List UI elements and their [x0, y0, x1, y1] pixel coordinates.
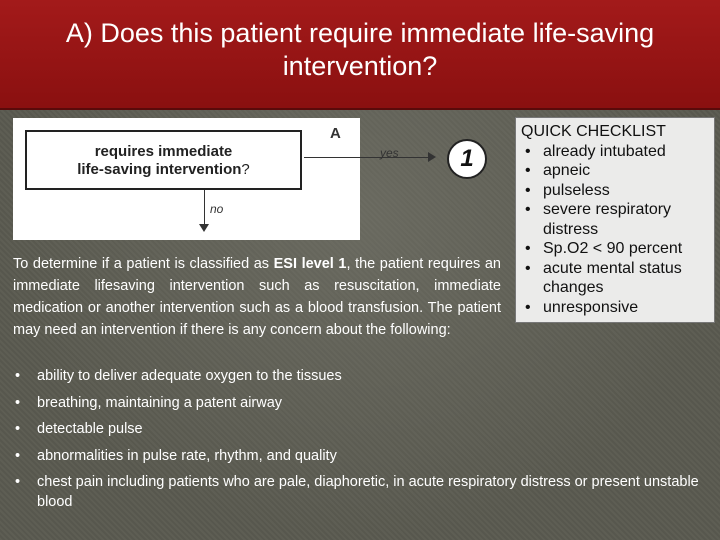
concern-item: • abnormalities in pulse rate, rhythm, and quality — [13, 446, 710, 466]
checklist-item: • already intubated — [521, 142, 714, 162]
checklist-item: • unresponsive — [521, 298, 714, 318]
slide-title: A) Does this patient require immediate life-saving intervention? — [65, 18, 655, 81]
title-bar — [0, 0, 720, 110]
body-paragraph — [13, 253, 501, 341]
concern-item: • chest pain including patients who are pale, diaphoretic, in acute respiratory distress or present unstable blood — [13, 472, 710, 512]
checklist-heading: QUICK CHECKLIST — [521, 123, 666, 140]
figure-label: A — [330, 125, 341, 142]
concern-item: • detectable pulse — [13, 419, 710, 439]
checklist-item: • acute mental status changes — [521, 259, 714, 298]
checklist-item: • pulseless — [521, 181, 714, 201]
yes-label: yes — [380, 146, 399, 160]
concern-item: • breathing, maintaining a patent airway — [13, 393, 710, 413]
decision-question-line1: requires immediate — [94, 143, 233, 160]
esi-level-emphasis: ESI level 1 — [273, 256, 347, 272]
yes-arrow — [304, 157, 430, 158]
checklist-item: • severe respiratory distress — [521, 200, 714, 239]
yes-arrowhead-icon — [428, 152, 436, 162]
checklist-item: • apneic — [521, 161, 714, 181]
no-arrowhead-icon — [199, 224, 209, 232]
no-label: no — [210, 202, 224, 216]
no-arrow — [204, 190, 205, 226]
checklist-items — [521, 142, 714, 318]
decision-box — [25, 130, 302, 190]
checklist-item: • Sp.O2 < 90 percent — [521, 239, 714, 259]
concern-item: • ability to deliver adequate oxygen to the tissues — [13, 366, 710, 386]
body-text-start: To determine if a patient is classified as — [13, 256, 274, 272]
body-text-end: , the patient requires an immediate lifesaving intervention such as resuscitation, immediate medication or another intervention such as a blood transfusion. The patient may need an intervention if there is any concern about the following: — [13, 256, 501, 338]
decision-question-mark: ? — [241, 161, 250, 178]
quick-checklist — [515, 117, 715, 323]
esi-level-circle: 1 — [447, 139, 487, 179]
concern-list — [13, 366, 710, 519]
decision-question-line2: life-saving intervention — [77, 161, 242, 178]
